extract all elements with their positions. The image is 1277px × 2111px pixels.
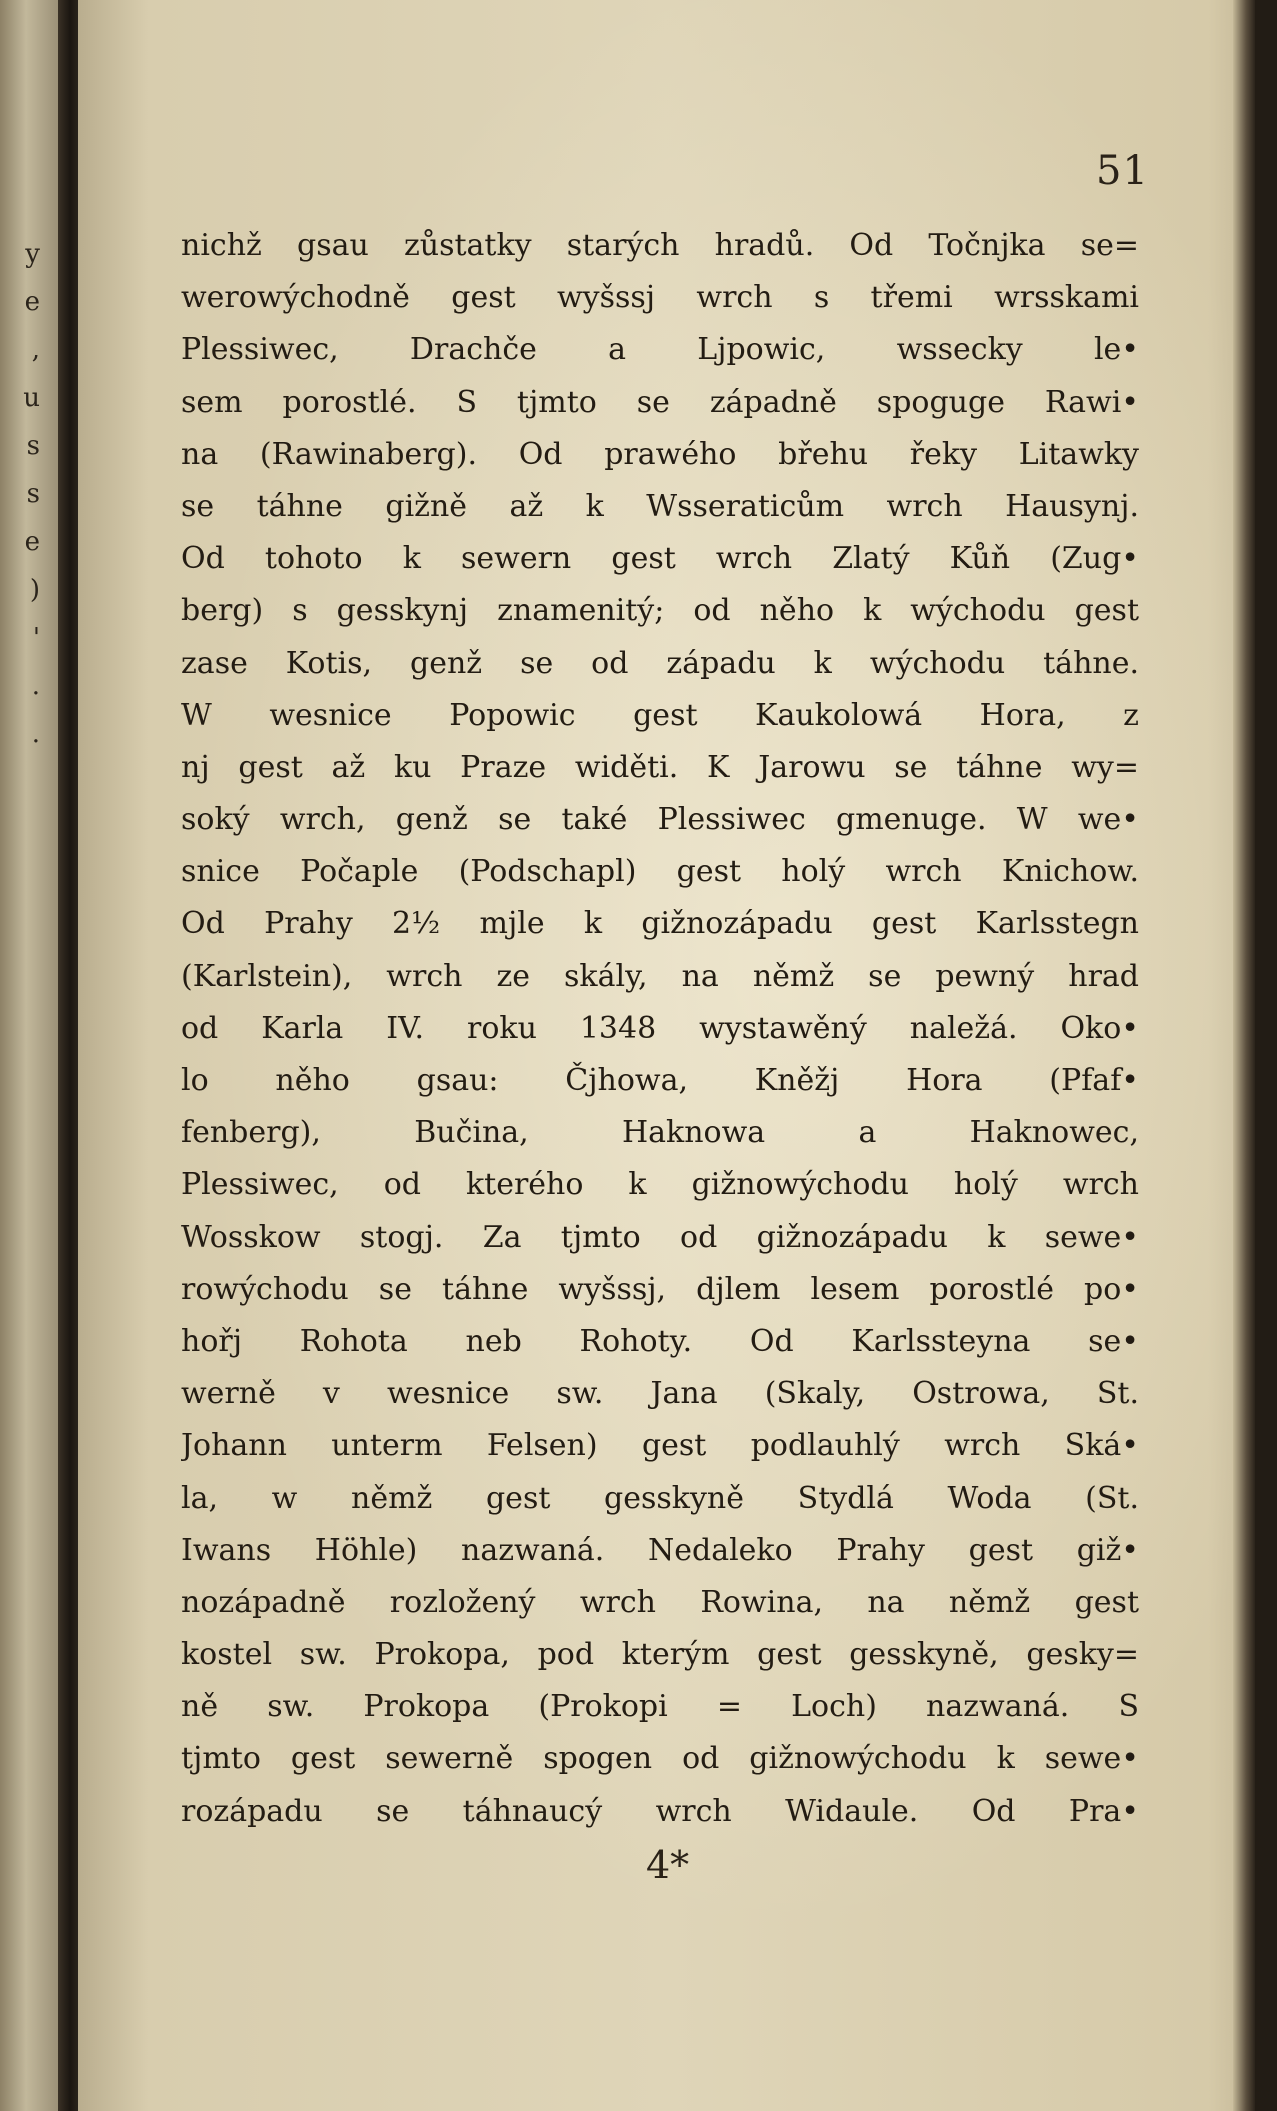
text-line: werowýchodně gest wyšssj wrch s třemi wrsskami [181, 280, 1139, 316]
previous-page-glyph: e [24, 287, 40, 317]
text-line: ně sw. Prokopa (Prokopi = Loch) nazwaná. S [181, 1689, 1139, 1725]
text-line: na (Rawinaberg). Od prawého břehu řeky Litawky [181, 436, 1139, 472]
text-line: zase Kotis, genž se od západu k wýchodu táhne. [181, 645, 1139, 681]
text-line: Plessiwec, Drachče a Ljpowic, wssecky le• [181, 332, 1139, 368]
text-line: se táhne gižně až k Wsseraticům wrch Hausynj. [181, 488, 1139, 524]
text-line: Wosskow stogj. Za tjmto od gižnozápadu k sewe• [181, 1219, 1139, 1255]
previous-page-edge [0, 0, 58, 2111]
text-line: Johann unterm Felsen) gest podlauhlý wrch Ská• [181, 1428, 1139, 1464]
text-line: od Karla IV. roku 1348 wystawěný naležá. Oko• [181, 1010, 1139, 1046]
previous-page-glyph: y [25, 239, 40, 269]
text-line: nichž gsau zůstatky starých hradů. Od Točnjka se= [181, 228, 1139, 263]
text-line: la, w němž gest gesskyně Stydlá Woda (St. [181, 1480, 1139, 1516]
previous-page-glyph: s [26, 431, 40, 461]
text-line: berg) s gesskynj znamenitý; od něho k wýchodu gest [181, 593, 1139, 629]
text-line: tjmto gest sewerně spogen od gižnowýchodu k sewe• [181, 1741, 1139, 1777]
text-line: snice Počaple (Podschapl) gest holý wrch Knichow. [181, 854, 1139, 890]
previous-page-glyph: . [31, 671, 40, 701]
text-line: (Karlstein), wrch ze skály, na němž se pewný hrad [181, 958, 1139, 994]
text-line: W wesnice Popowic gest Kaukolowá Hora, z [181, 697, 1139, 733]
previous-page-glyph: s [26, 479, 40, 509]
text-line: Iwans Höhle) nazwaná. Nedaleko Prahy gest giž• [181, 1532, 1139, 1568]
previous-page-glyph: u [23, 383, 40, 413]
text-line: hořj Rohota neb Rohoty. Od Karlssteyna se• [181, 1323, 1139, 1359]
book-gutter [58, 0, 78, 2111]
page-number: 51 [1096, 148, 1149, 194]
text-line: rowýchodu se táhne wyšssj, djlem lesem porostlé po• [181, 1271, 1139, 1307]
text-line: lo něho gsau: Čjhowa, Kněžj Hora (Pfaf• [181, 1063, 1139, 1098]
previous-page-glyph: . [31, 719, 40, 749]
text-line: Od tohoto k sewern gest wrch Zlatý Kůň (Zug• [181, 541, 1139, 577]
page-edge-shadow [1233, 0, 1255, 2111]
body-text [181, 220, 1139, 1838]
text-line: sem porostlé. S tjmto se západně spoguge Rawi• [181, 384, 1139, 420]
text-line: Plessiwec, od kterého k gižnowýchodu holý wrch [181, 1167, 1139, 1203]
previous-page-glyph: ) [29, 575, 40, 605]
text-line: soký wrch, genž se také Plessiwec gmenuge. W we• [181, 802, 1139, 838]
signature-mark: 4* [646, 1843, 690, 1887]
text-line: Od Prahy 2½ mjle k gižnozápadu gest Karlsstegn [181, 906, 1139, 942]
text-line: fenberg), Bučina, Haknowa a Haknowec, [181, 1115, 1139, 1151]
previous-page-glyphs [0, 230, 58, 758]
previous-page-glyph: , [31, 335, 40, 365]
text-line: kostel sw. Prokopa, pod kterým gest gesskyně, gesky= [181, 1637, 1139, 1673]
text-line: werně v wesnice sw. Jana (Skaly, Ostrowa, St. [181, 1376, 1139, 1412]
previous-page-glyph: ' [32, 623, 40, 653]
text-line: nj gest až ku Praze widěti. K Jarowu se táhne wy= [181, 749, 1139, 785]
previous-page-glyph: e [24, 527, 40, 557]
text-line: rozápadu se táhnaucý wrch Widaule. Od Pra• [181, 1793, 1139, 1829]
book-page [78, 0, 1255, 2111]
text-line: nozápadně rozložený wrch Rowina, na němž gest [181, 1584, 1139, 1620]
